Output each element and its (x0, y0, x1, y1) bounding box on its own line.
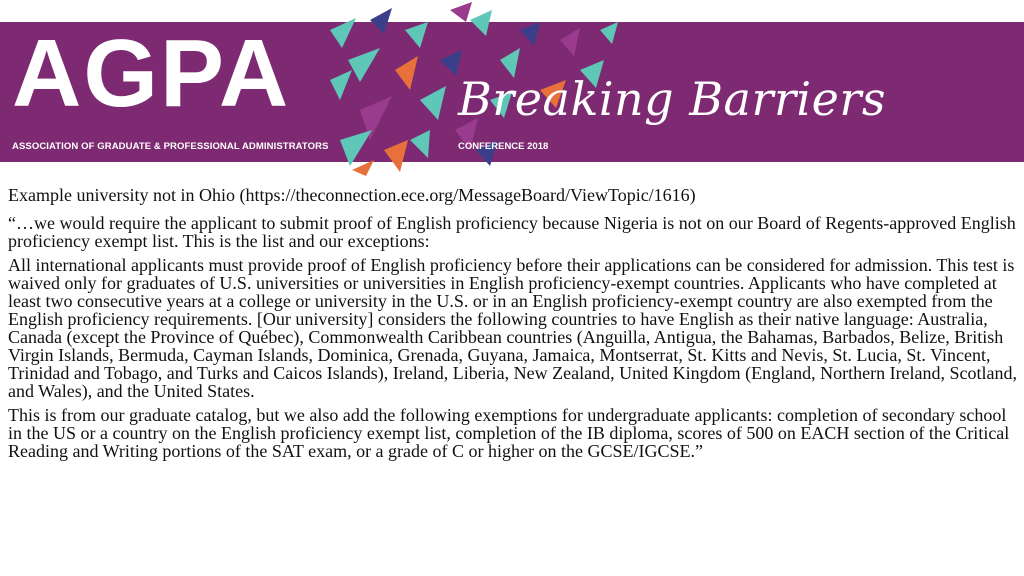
conference-year: CONFERENCE 2018 (458, 141, 549, 152)
shard-triangle (560, 28, 580, 56)
conference-banner (0, 0, 1024, 176)
shard-triangle (352, 160, 374, 176)
shard-triangle (330, 18, 356, 48)
shard-triangle (410, 130, 430, 158)
policy-paragraph: All international applicants must provide proof of English proficiency before their applications can be considered for admission. This test is waived only for graduates of U.S. universities or universities in English proficiency-exempt countries. Applicants who have completed at least two consecutive years at a college or university in the U.S. or in an English proficiency-exempt country are also exempted from the English proficiency requirements. [Our university] considers the following countries to have English as their native language: Australia, Canada (except the Province of Québec), Commonwealth Caribbean countries (Anguilla, Antigua, the Bahamas, Barbados, Belize, British Virgin Islands, Bermuda, Cayman Islands, Dominica, Grenada, Guyana, Jamaica, Montserrat, St. Kitts and Nevis, St. Lucia, St. Vincent, Trinidad and Tobago, and Turks and Caicos Islands), Ireland, Liberia, New Zealand, United Kingdom (England, Northern Ireland, Scotland, and Wales), and the United States. (8, 255, 1018, 401)
shard-triangle (470, 10, 492, 36)
shard-triangle (395, 56, 418, 90)
shard-triangle (330, 70, 352, 100)
shard-triangle (348, 48, 380, 82)
shard-triangle (370, 8, 392, 34)
shard-triangle (450, 2, 472, 22)
organization-name: ASSOCIATION OF GRADUATE & PROFESSIONAL ADMINISTRATORS (12, 141, 329, 152)
shard-triangle (520, 22, 540, 46)
conference-tagline: Breaking Barriers (458, 72, 886, 126)
shard-triangle (384, 140, 408, 172)
agpa-logo: AGPA (12, 20, 291, 127)
quote-intro: “…we would require the applicant to submit proof of English proficiency because Nigeria is not on our Board of Regents-approved English proficiency exempt list. This is the list and our exceptions: (8, 213, 1016, 251)
shard-triangle (340, 130, 372, 166)
slide-body (8, 186, 1018, 466)
shard-triangle (420, 86, 446, 120)
catalog-note: This is from our graduate catalog, but we also add the following exemptions for undergraduate applicants: completion of secondary school in the US or a country on the English proficiency exempt list, completion of the IB diploma, scores of 500 on EACH section of the Critical Reading and Writing portions of the SAT exam, or a grade of C or higher on the GCSE/IGCSE.” (8, 405, 1010, 461)
shard-triangle (600, 22, 618, 44)
shard-triangle (405, 22, 428, 48)
source-line: Example university not in Ohio (https://theconnection.ece.org/MessageBoard/ViewTopic/1616) (8, 185, 696, 205)
